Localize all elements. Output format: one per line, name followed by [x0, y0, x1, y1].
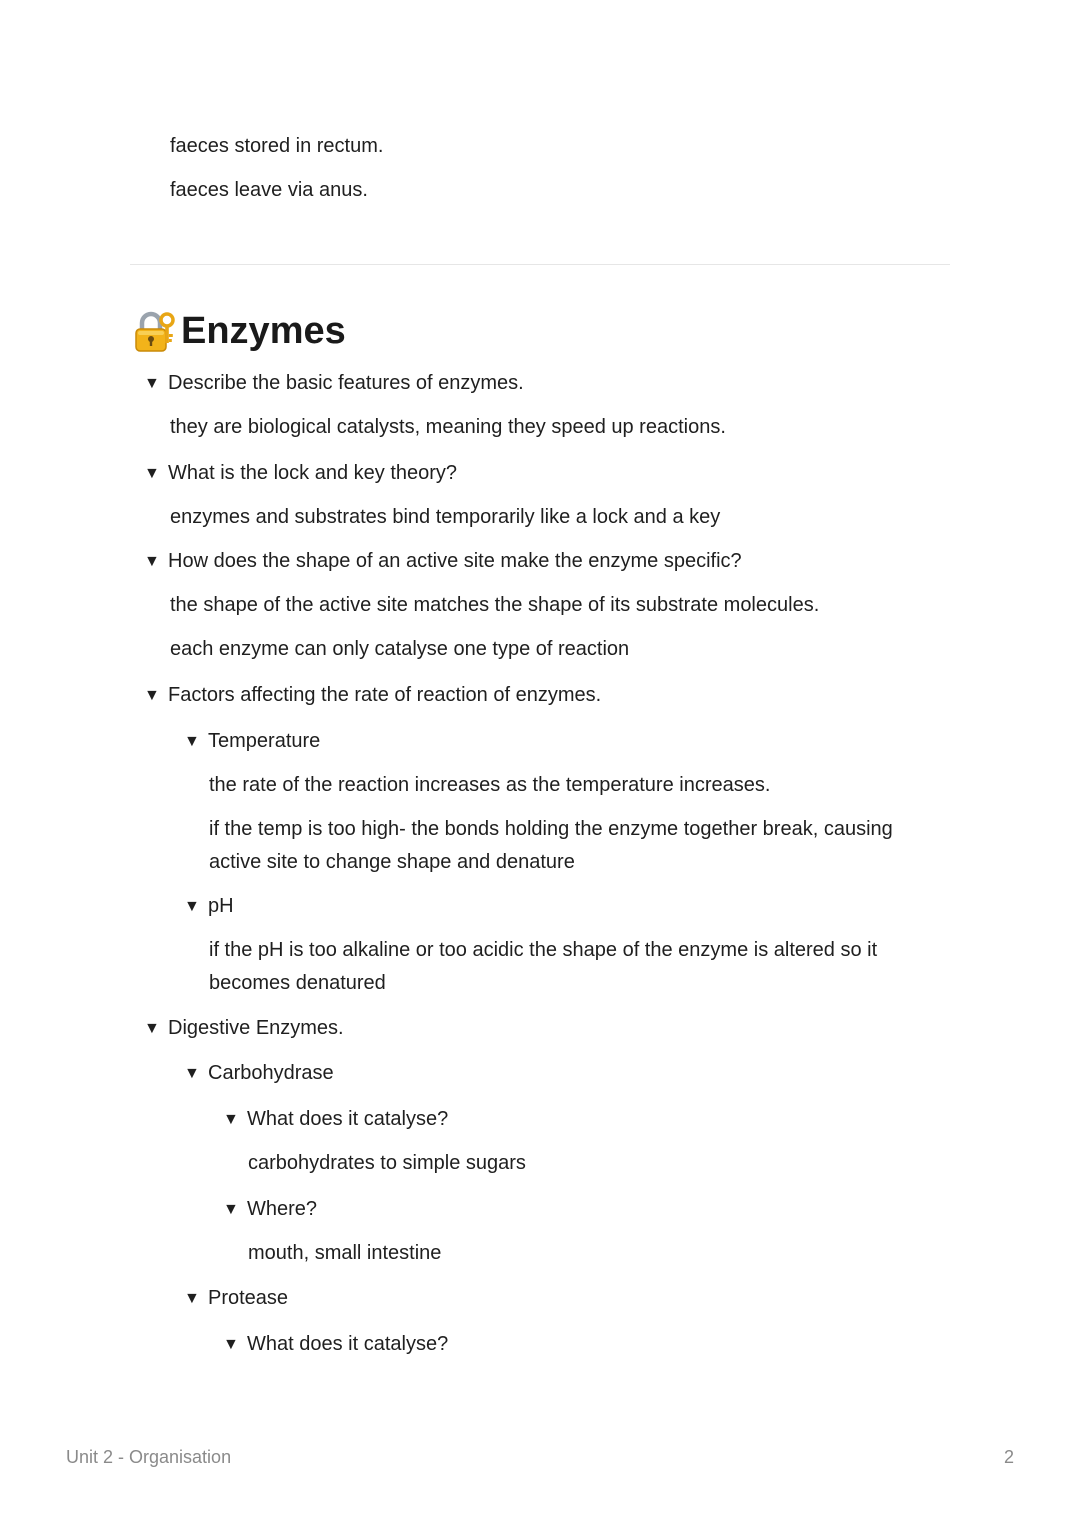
triangle-down-icon: ▼ [184, 733, 200, 750]
answer-text: mouth, small intestine [248, 1242, 442, 1264]
locked-with-key-icon [131, 308, 177, 354]
toggle-active-site[interactable] [144, 545, 742, 578]
toggle-label: How does the shape of an active site make the enzyme specific? [168, 550, 742, 572]
answer-text: enzymes and substrates bind temporarily like a lock and a key [170, 506, 721, 528]
footer-title: Unit 2 - Organisation [66, 1447, 232, 1467]
toggle-label: Factors affecting the rate of reaction of enzymes. [168, 684, 602, 706]
toggle-lock-and-key[interactable] [144, 457, 457, 490]
section-heading [131, 306, 346, 356]
toggle-label: Describe the basic features of enzymes. [168, 372, 524, 394]
triangle-down-icon: ▼ [144, 465, 160, 482]
toggle-label: What does it catalyse? [247, 1333, 449, 1355]
toggle-label: Protease [208, 1287, 289, 1309]
answer-text: they are biological catalysts, meaning they speed up reactions. [170, 416, 726, 438]
toggle-carbohydrase-where[interactable] [223, 1193, 317, 1226]
answer-text: if the pH is too alkaline or too acidic the shape of the enzyme is altered so it becomes denatured [209, 939, 878, 994]
toggle-carbohydrase-catalyse[interactable] [223, 1103, 448, 1136]
triangle-down-icon: ▼ [223, 1201, 239, 1218]
toggle-label: pH [208, 895, 234, 917]
toggle-temperature[interactable] [184, 725, 320, 758]
triangle-down-icon: ▼ [223, 1111, 239, 1128]
toggle-protease-catalyse[interactable] [223, 1328, 448, 1361]
page-number: 2 [1003, 1447, 1014, 1467]
triangle-down-icon: ▼ [184, 898, 200, 915]
note-line: faeces leave via anus. [170, 179, 368, 201]
toggle-protease[interactable] [184, 1282, 288, 1315]
answer-text: the shape of the active site matches the shape of its substrate molecules. [170, 594, 820, 616]
section-title: Enzymes [181, 310, 346, 352]
section-divider [130, 264, 950, 265]
toggle-label: Carbohydrase [208, 1062, 334, 1084]
toggle-carbohydrase[interactable] [184, 1057, 334, 1090]
toggle-describe-features[interactable] [144, 367, 524, 400]
answer-text: if the temp is too high- the bonds holding the enzyme together break, causing active site to change shape and denature [209, 818, 893, 873]
triangle-down-icon: ▼ [184, 1290, 200, 1307]
toggle-factors[interactable] [144, 679, 601, 712]
triangle-down-icon: ▼ [144, 687, 160, 704]
answer-text: each enzyme can only catalyse one type of reaction [170, 638, 630, 660]
toggle-label: What is the lock and key theory? [168, 462, 458, 484]
note-line: faeces stored in rectum. [170, 135, 384, 157]
toggle-label: Temperature [208, 730, 321, 752]
toggle-ph[interactable] [184, 890, 234, 923]
toggle-label: What does it catalyse? [247, 1108, 449, 1130]
answer-text: the rate of the reaction increases as the temperature increases. [209, 774, 771, 796]
toggle-digestive-enzymes[interactable] [144, 1012, 344, 1045]
triangle-down-icon: ▼ [223, 1336, 239, 1353]
triangle-down-icon: ▼ [184, 1065, 200, 1082]
answer-text: carbohydrates to simple sugars [248, 1152, 526, 1174]
toggle-label: Where? [247, 1198, 318, 1220]
triangle-down-icon: ▼ [144, 553, 160, 570]
toggle-label: Digestive Enzymes. [168, 1017, 344, 1039]
triangle-down-icon: ▼ [144, 1020, 160, 1037]
triangle-down-icon: ▼ [144, 375, 160, 392]
